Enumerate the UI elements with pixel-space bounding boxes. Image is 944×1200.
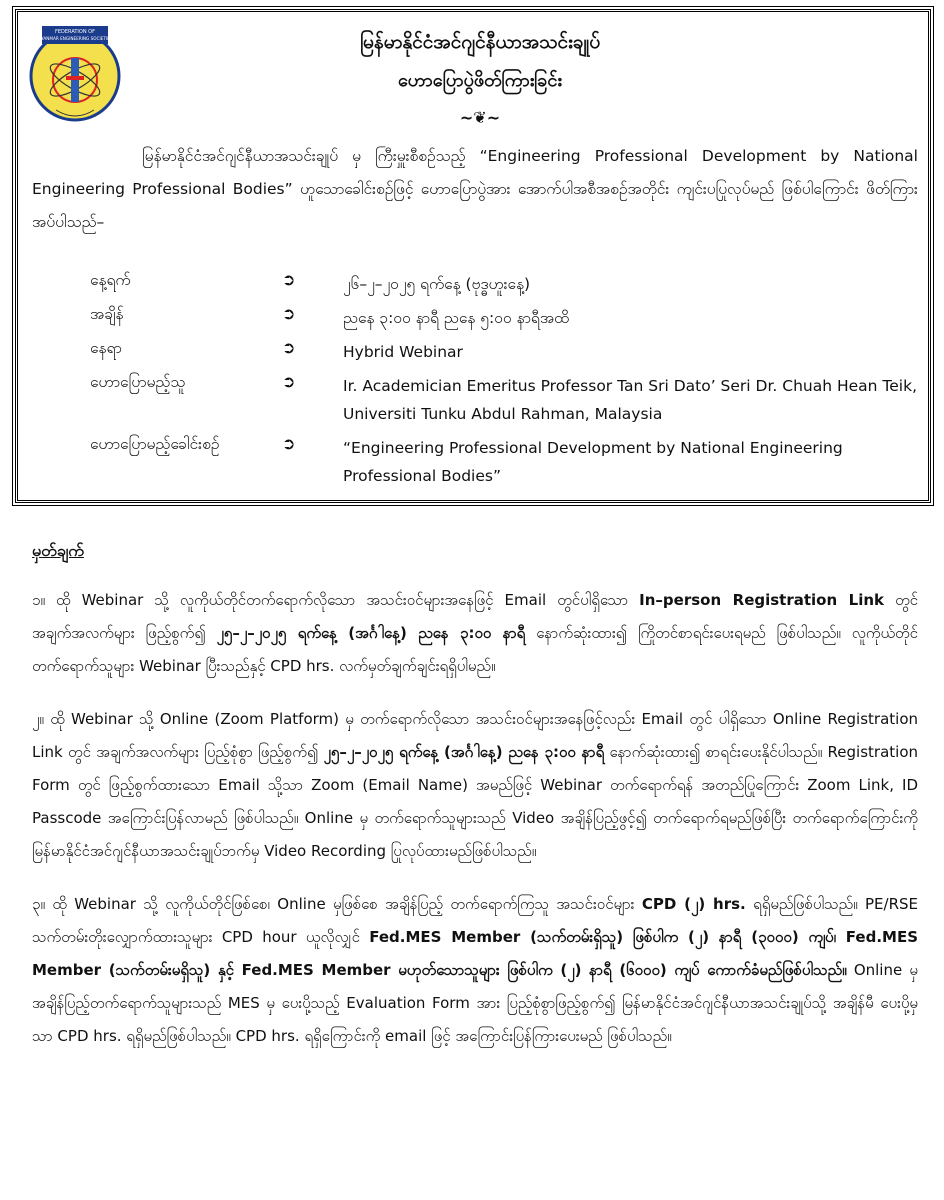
note-bold: ၂၅–၂–၂၀၂၅ ရက်နေ့ (အင်္ဂါနေ့) ညနေ ၃:၀၀ နာရီ [216, 624, 526, 642]
arrow-icon: ➲ [282, 434, 296, 453]
note-text: ရရှိမည်ဖြစ်ပါသည်။ PE/RSE သက်တမ်းတိုးလျှောက်ထားသူများ CPD hour ယူလိုလျှင် [32, 895, 919, 946]
intro-text: မြန်မာနိုင်ငံအင်ဂျင်နီယာအသင်းချုပ် မှ ကြီးမှူးစီစဉ်သည့် “Engineering Professional Development by National Engineering Professional Bodies” ဟူသောခေါင်းစဉ်ဖြင့် ဟောပြောပွဲအား အောက်ပါအစီအစဉ်အတိုင်း ကျင်းပပြုလုပ်မည် ဖြစ်ပါကြောင်း ဖိတ်ကြားအပ်ပါသည်– [32, 147, 918, 231]
detail-value: ၂၆–၂–၂၀၂၅ ရက်နေ့ (ဗုဒ္ဓဟူးနေ့) [343, 275, 531, 293]
fed-mes-logo [26, 18, 124, 130]
detail-label: နေ့ရက် [90, 271, 131, 289]
note-bold: In–person Registration Link [639, 591, 885, 609]
detail-value: “Engineering Professional Development by National Engineering Professional Bodies” [343, 439, 843, 485]
svg-text:MYANMAR ENGINEERING SOCIETIES: MYANMAR ENGINEERING SOCIETIES [37, 36, 113, 41]
arrow-icon: ➲ [282, 338, 296, 357]
event-details [90, 270, 920, 496]
detail-row-date [90, 270, 920, 298]
detail-row-time [90, 304, 920, 332]
notes-body [32, 584, 918, 1073]
arrow-icon: ➲ [282, 372, 296, 391]
note-bold: CPD (၂) hrs. [641, 895, 746, 913]
detail-value: Hybrid Webinar [343, 343, 463, 361]
page-title: မြန်မာနိုင်ငံအင်ဂျင်နီယာအသင်းချုပ် [359, 31, 601, 53]
detail-value: Ir. Academician Emeritus Professor Tan Sri Dato’ Seri Dr. Chuah Hean Teik, Universiti Tunku Abdul Rahman, Malaysia [343, 377, 918, 423]
detail-label: အချိန် [90, 305, 124, 323]
detail-label: ဟောပြောမည့်သူ [90, 373, 186, 391]
decorative-flourish: ~❦~ [459, 108, 501, 127]
note-item-3 [32, 888, 918, 1053]
svg-text:FEDERATION OF: FEDERATION OF [55, 29, 95, 35]
detail-value: ညနေ ၃:၀၀ နာရီ ညနေ ၅:၀၀ နာရီအထိ [343, 309, 570, 327]
note-text: နောက်ဆုံးထား၍ စာရင်းပေးနိုင်ပါသည်။ Registration Form တွင် ဖြည့်စွက်ထားသော Email သို့သာ Zoom (Email Name) အမည်ဖြင့် Webinar တက်ရောက်ရန် အတည်ပြုကြောင်း Zoom Link, ID Passcode အကြောင်းပြန်လာမည် ဖြစ်ပါသည်။ Online မှ တက်ရောက်သူများသည် Video အချိန်ပြည့်ဖွင့်၍ တက်ရောက်ရမည်ဖြစ်ပြီး တက်ရောက်ကြောင်းကို မြန်မာနိုင်ငံအင်ဂျင်နီယာအသင်းချုပ်ဘက်မှ Video Recording ပြုလုပ်ထားမည်ဖြစ်ပါသည်။ [32, 743, 919, 860]
page-subtitle: ဟောပြောပွဲဖိတ်ကြားခြင်း [398, 70, 562, 91]
detail-row-venue [90, 338, 920, 366]
note-text: ၁။ ထို Webinar သို့ လူကိုယ်တိုင်တက်ရောက်လိုသော အသင်းဝင်များအနေဖြင့် Email တွင်ပါရှိသော [32, 591, 640, 609]
note-bold: ၂၅–၂–၂၀၂၅ ရက်နေ့ (အင်္ဂါနေ့) ညနေ ၃:၀၀ နာရီ [323, 743, 605, 761]
arrow-icon: ➲ [282, 270, 296, 289]
note-text: နောက်ဆုံးထား၍ ကြိုတင်စာရင်းပေးရမည် ဖြစ်ပါသည်။ လူကိုယ်တိုင် တက်ရောက်သူများ Webinar ပြီးသည်နှင့် CPD hrs. လက်မှတ်ချက်ချင်းရရှိပါမည်။ [32, 624, 918, 675]
detail-row-speaker [90, 372, 920, 428]
note-text: တွင် အချက်အလက်များ ဖြည့်စွက်၍ [32, 591, 919, 642]
invitation-intro [32, 140, 918, 239]
note-text: Online မှ အချိန်ပြည့်တက်ရောက်သူများသည် MES မှ ပေးပို့သည့် Evaluation Form အား ပြည့်စုံစွာဖြည့်စွက်၍ မြန်မာနိုင်ငံအင်ဂျင်နီယာအသင်းချုပ်သို့ အချိန်မီ ပေးပို့မှသာ CPD hrs. ရရှိမည်ဖြစ်ပါသည်။ CPD hrs. ရရှိကြောင်းကို email ဖြင့် အကြောင်းပြန်ကြားပေးမည် ဖြစ်ပါသည်။ [32, 961, 918, 1045]
detail-label: နေရာ [90, 339, 122, 357]
arrow-icon: ➲ [282, 304, 296, 323]
detail-row-topic [90, 434, 920, 490]
note-text: ၃။ ထို Webinar သို့ လူကိုယ်တိုင်ဖြစ်စေ၊ Online မှဖြစ်စေ အချိန်ပြည့် တက်ရောက်ကြသူ အသင်းဝင်များ [32, 895, 642, 913]
notes-title: မှတ်ချက် [32, 541, 84, 560]
note-item-1 [32, 584, 918, 683]
note-text: ၂။ ထို Webinar သို့ Online (Zoom Platform) မှ တက်ရောက်လိုသော အသင်းဝင်များအနေဖြင့်လည်း Email တွင် ပါရှိသော Online Registration Link တွင် အချက်အလက်များ ပြည့်စုံစွာ ဖြည့်စွက်၍ [32, 710, 918, 761]
note-item-2 [32, 703, 918, 868]
detail-label: ဟောပြောမည့်ခေါင်းစဉ် [90, 435, 220, 453]
note-bold: Fed.MES Member (သက်တမ်းရှိသူ) ဖြစ်ပါက (၂) နာရီ (၃၀၀၀) ကျပ်၊ Fed.MES Member (သက်တမ်းမရှိသူ) နှင့် Fed.MES Member မဟုတ်သောသူများ ဖြစ်ပါက (၂) နာရီ (၆၀၀၀) ကျပ် ကောက်ခံမည်ဖြစ်ပါသည်။ [32, 928, 918, 979]
